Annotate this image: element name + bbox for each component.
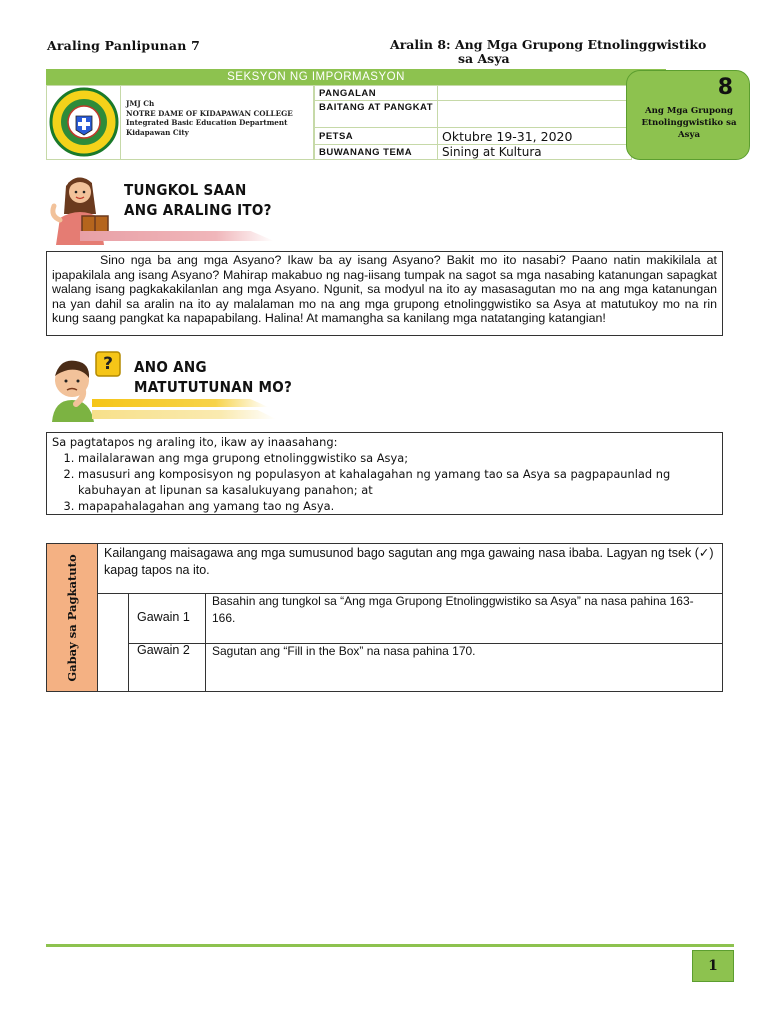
guide-side-label: Gabay sa Pagkatuto [65, 554, 79, 682]
date-value: Oktubre 19-31, 2020 [437, 127, 632, 145]
info-section-title: SEKSYON NG IMPORMASYON [227, 71, 405, 83]
task-checkbox-1[interactable] [98, 594, 128, 643]
school-info [126, 99, 293, 137]
task-desc-1: Basahin ang tungkol sa “Ang mga Grupong Etnolinggwistiko sa Asya” na nasa pahina 163-166. [212, 594, 694, 625]
theme-value: Sining at Kultura [437, 144, 632, 160]
objectives-box [46, 432, 723, 515]
section-about-heading-line2: ANG ARALING ITO? [124, 201, 272, 219]
lesson-badge [626, 70, 750, 160]
section-objectives-heading-line2: MATUTUTUNAN MO? [134, 378, 293, 396]
question-mark-icon: ? [103, 354, 113, 374]
row-label-pangalan: PANGALAN [314, 85, 438, 101]
school-seal-icon [48, 86, 120, 158]
objective-item: 3. mapapahalagahan ang yamang tao ng Asya. [78, 498, 717, 514]
lesson-badge-text: Ang Mga Grupong Etnolinggwistiko sa Asya [641, 106, 737, 140]
school-code: JMJ Ch [126, 99, 155, 108]
section-objectives-heading-line1: ANO ANG [134, 358, 207, 376]
name-field[interactable] [437, 85, 632, 101]
guide-vline-1 [128, 593, 129, 691]
grade-section-field[interactable] [437, 100, 632, 128]
subject-title: Araling Panlipunan 7 [47, 38, 200, 53]
section-objectives-underline [92, 399, 268, 407]
row-label-baitang: BAITANG AT PANGKAT [314, 100, 438, 128]
objectives-intro: Sa pagtatapos ng araling ito, ikaw ay inaasahang: [52, 435, 338, 449]
section-objectives-heading [134, 357, 292, 397]
section-about-heading [124, 180, 272, 220]
school-city: Kidapawan City [126, 127, 189, 137]
task-desc-2: Sagutan ang “Fill in the Box” na nasa pahina 170. [212, 644, 476, 658]
objective-item: 2. masusuri ang komposisyon ng populasyon at kahalagahan ng yamang tao sa Asya sa pagpapaunlad ng kabuhayan at lipunan sa kasalukuyang panahon; at [78, 466, 717, 498]
guide-instruction: Kailangang maisagawa ang mga sumusunod bago sagutan ang mga gawaing nasa ibaba. Lagyan ng tsek (✓) kapag tapos na ito. [104, 546, 714, 577]
row-label-petsa: PETSA [314, 127, 438, 145]
section-about-heading-line1: TUNGKOL SAAN [124, 181, 247, 199]
lesson-number: 8 [717, 75, 733, 100]
lesson-title-line1: Aralin 8: Ang Mga Grupong Etnolinggwistiko [390, 37, 707, 52]
lesson-title [390, 38, 750, 66]
lesson-title-line2: sa Asya [458, 51, 510, 66]
task-name-1: Gawain 1 [137, 610, 190, 624]
objectives-list [52, 450, 717, 514]
section-about-underline [80, 231, 274, 241]
school-department: Integrated Basic Education Department [126, 118, 288, 127]
about-paragraph-box [46, 251, 723, 336]
footer-rule [46, 944, 734, 947]
school-logo [48, 86, 120, 158]
task-name-2: Gawain 2 [137, 643, 190, 657]
task-checkbox-2[interactable] [98, 644, 128, 691]
school-name: NOTRE DAME OF KIDAPAWAN COLLEGE [126, 108, 293, 118]
guide-vline-2 [205, 593, 206, 691]
row-label-tema: BUWANANG TEMA [314, 144, 438, 160]
about-paragraph: Sino nga ba ang mga Asyano? Ikaw ba ay isang Asyano? Bakit mo ito nasabi? Paano natin makikilala at ipapakilala ang isang Asyano? Mahirap makabuo ng nag-iisang tumpak na sagot sa mga nasabing katanungan sapagkat walang isang pagkakakilanlan ang mga Asyano. Ngunit, sa modyul na ito ay masasagutan mo na ang mga katanungan na yan dahil sa aralin na ito ay malalaman mo na ang mga grupong etnolinggwistiko sa Asya at matutukoy mo na rin kung saang pangkat ka napapabilang. Halina! At mamangha sa kanilang mga natatanging katangian! [52, 253, 717, 325]
objective-item: 1. mailalarawan ang mga grupong etnolinggwistiko sa Asya; [78, 450, 717, 466]
page-number-badge [692, 950, 734, 982]
section-objectives-underline-2 [92, 410, 276, 419]
page-number: 1 [708, 958, 718, 974]
